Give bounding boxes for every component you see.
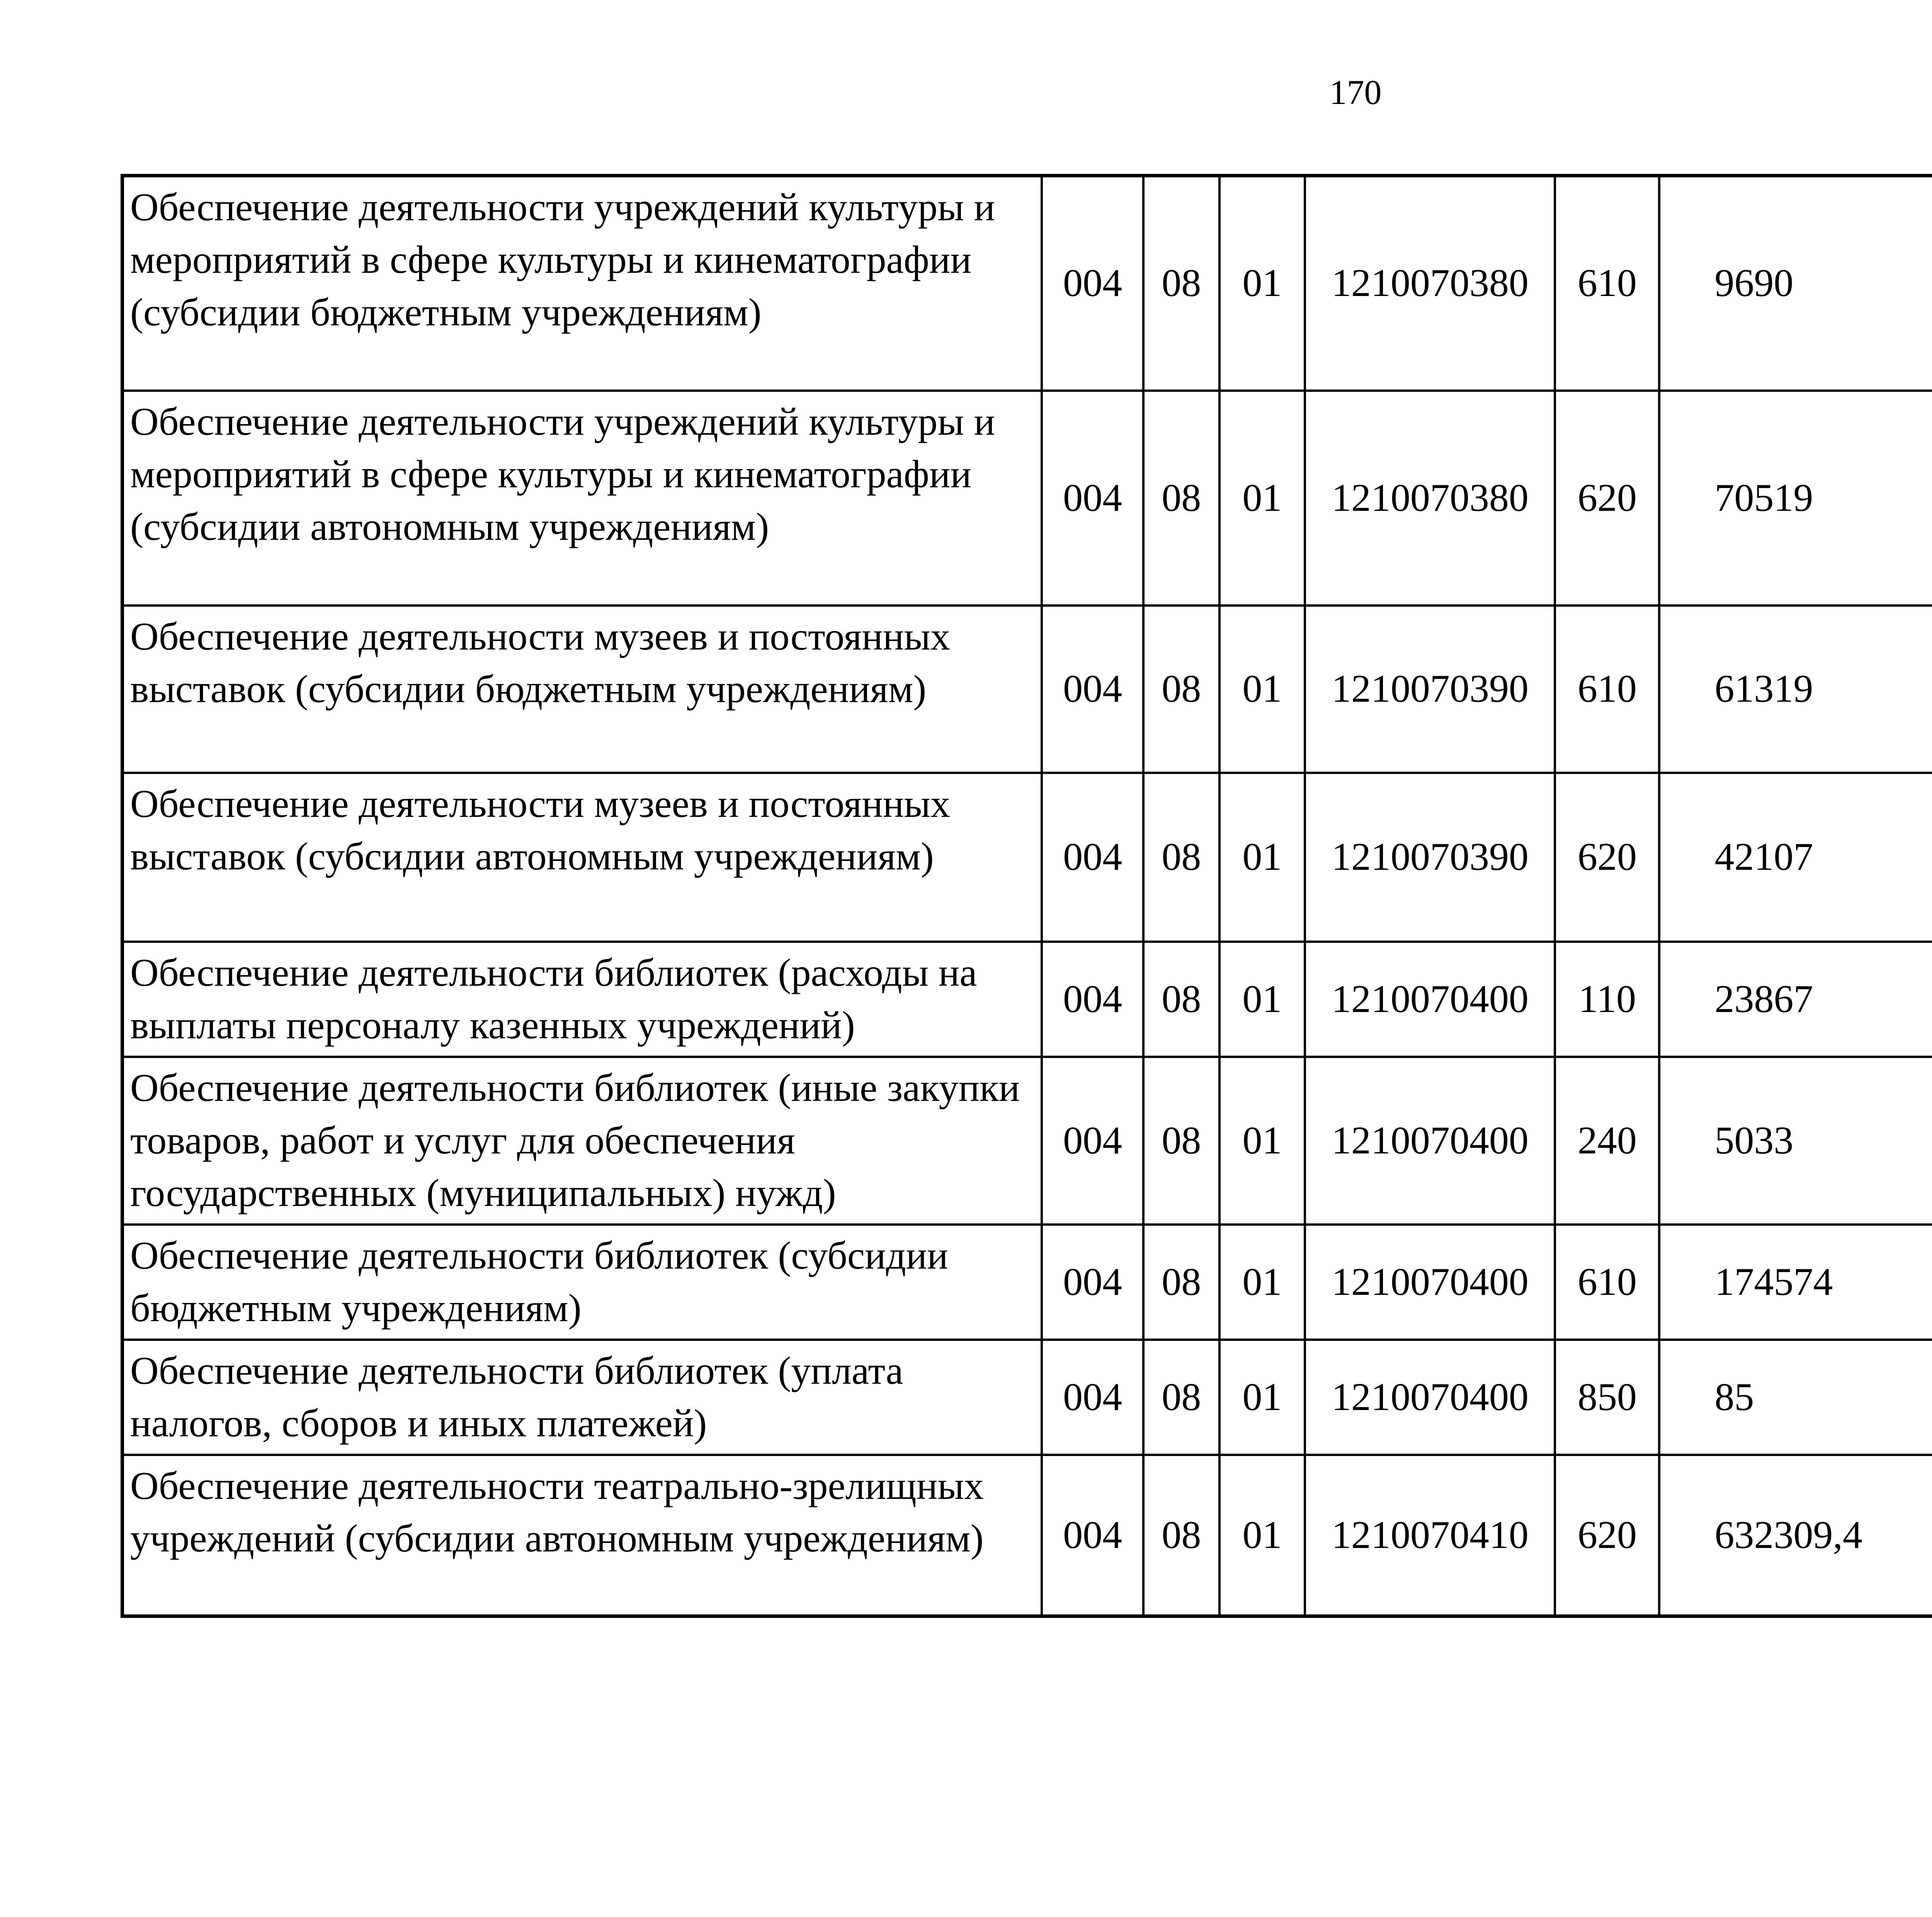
row-description: Обеспечение деятельности музеев и постоянных выставок (субсидии бюджетным учреждениям)	[122, 606, 1042, 773]
row-description: Обеспечение деятельности театрально-зрелищных учреждений (субсидии автономным учреждениям)	[122, 1455, 1042, 1616]
table-row	[122, 1225, 1932, 1340]
row-description: Обеспечение деятельности музеев и постоянных выставок (субсидии автономным учреждениям)	[122, 773, 1042, 942]
row-description: Обеспечение деятельности библиотек (расходы на выплаты персоналу казенных учреждений)	[122, 942, 1042, 1057]
target-article-code: 1210070400	[1305, 1340, 1555, 1455]
expense-type-code: 610	[1555, 176, 1659, 391]
subsection-code: 01	[1219, 773, 1305, 942]
section-code: 08	[1143, 942, 1219, 1057]
expense-type-code: 610	[1555, 606, 1659, 773]
row-description: Обеспечение деятельности библиотек (иные закупки товаров, работ и услуг для обеспечения государственных (муниципальных) нужд)	[122, 1057, 1042, 1225]
section-code: 08	[1143, 176, 1219, 391]
table-row	[122, 176, 1932, 391]
expense-type-code: 240	[1555, 1057, 1659, 1225]
target-article-code: 1210070390	[1305, 606, 1555, 773]
amount-1: 85	[1659, 1340, 1932, 1455]
amount-1: 42107	[1659, 773, 1932, 942]
table-row	[122, 606, 1932, 773]
table-row	[122, 391, 1932, 606]
amount-1: 174574	[1659, 1225, 1932, 1340]
ved-code: 004	[1042, 1340, 1143, 1455]
subsection-code: 01	[1219, 942, 1305, 1057]
subsection-code: 01	[1219, 1455, 1305, 1616]
ved-code: 004	[1042, 391, 1143, 606]
table-row	[122, 942, 1932, 1057]
section-code: 08	[1143, 1340, 1219, 1455]
section-code: 08	[1143, 1057, 1219, 1225]
subsection-code: 01	[1219, 606, 1305, 773]
ved-code: 004	[1042, 606, 1143, 773]
ved-code: 004	[1042, 942, 1143, 1057]
page-number: 170	[1329, 73, 1382, 112]
row-description: Обеспечение деятельности учреждений культуры и мероприятий в сфере культуры и кинематографии (субсидии бюджетным учреждениям)	[122, 176, 1042, 391]
budget-table	[121, 174, 1932, 1618]
ved-code: 004	[1042, 1455, 1143, 1616]
expense-type-code: 610	[1555, 1225, 1659, 1340]
table-row	[122, 1057, 1932, 1225]
section-code: 08	[1143, 391, 1219, 606]
target-article-code: 1210070380	[1305, 176, 1555, 391]
amount-1: 9690	[1659, 176, 1932, 391]
amount-1: 5033	[1659, 1057, 1932, 1225]
section-code: 08	[1143, 773, 1219, 942]
section-code: 08	[1143, 1455, 1219, 1616]
expense-type-code: 110	[1555, 942, 1659, 1057]
ved-code: 004	[1042, 1057, 1143, 1225]
ved-code: 004	[1042, 1225, 1143, 1340]
amount-1: 23867	[1659, 942, 1932, 1057]
section-code: 08	[1143, 606, 1219, 773]
target-article-code: 1210070410	[1305, 1455, 1555, 1616]
row-description: Обеспечение деятельности библиотек (субсидии бюджетным учреждениям)	[122, 1225, 1042, 1340]
expense-type-code: 850	[1555, 1340, 1659, 1455]
amount-1: 70519	[1659, 391, 1932, 606]
target-article-code: 1210070390	[1305, 773, 1555, 942]
amount-1: 61319	[1659, 606, 1932, 773]
table-row	[122, 1455, 1932, 1616]
subsection-code: 01	[1219, 1340, 1305, 1455]
table-row	[122, 773, 1932, 942]
expense-type-code: 620	[1555, 773, 1659, 942]
subsection-code: 01	[1219, 1057, 1305, 1225]
subsection-code: 01	[1219, 176, 1305, 391]
row-description: Обеспечение деятельности библиотек (уплата налогов, сборов и иных платежей)	[122, 1340, 1042, 1455]
expense-type-code: 620	[1555, 391, 1659, 606]
subsection-code: 01	[1219, 1225, 1305, 1340]
target-article-code: 1210070380	[1305, 391, 1555, 606]
ved-code: 004	[1042, 176, 1143, 391]
target-article-code: 1210070400	[1305, 942, 1555, 1057]
expense-type-code: 620	[1555, 1455, 1659, 1616]
ved-code: 004	[1042, 773, 1143, 942]
target-article-code: 1210070400	[1305, 1057, 1555, 1225]
target-article-code: 1210070400	[1305, 1225, 1555, 1340]
table-row	[122, 1340, 1932, 1455]
section-code: 08	[1143, 1225, 1219, 1340]
subsection-code: 01	[1219, 391, 1305, 606]
amount-1: 632309,4	[1659, 1455, 1932, 1616]
row-description: Обеспечение деятельности учреждений культуры и мероприятий в сфере культуры и кинематографии (субсидии автономным учреждениям)	[122, 391, 1042, 606]
